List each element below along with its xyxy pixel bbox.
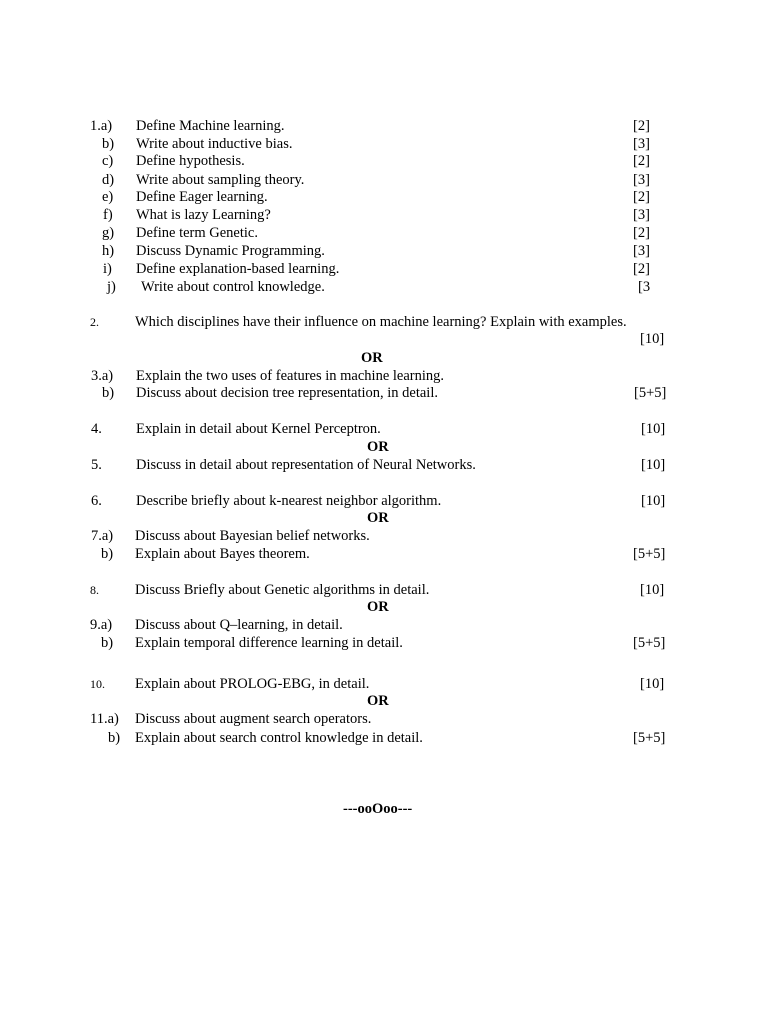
- question-marks: [5+5]: [633, 635, 666, 651]
- question-number: b): [101, 546, 114, 562]
- question-text: Define explanation-based learning.: [136, 261, 340, 277]
- question-marks: [3: [638, 279, 651, 295]
- question-marks: [10]: [640, 676, 665, 692]
- question-text: Explain about Bayes theorem.: [135, 546, 310, 562]
- question-number: b): [102, 136, 115, 152]
- question-number: e): [102, 189, 114, 205]
- question-text: Discuss about decision tree representation, in detail.: [136, 385, 438, 401]
- question-number: 11.a): [90, 711, 119, 727]
- or-label: OR: [367, 439, 389, 455]
- question-number: h): [102, 243, 115, 259]
- question-text: Describe briefly about k-nearest neighbor algorithm.: [136, 493, 442, 509]
- question-number: 9.a): [90, 617, 113, 633]
- question-marks: [10]: [640, 582, 665, 598]
- question-text: Define Eager learning.: [136, 189, 268, 205]
- question-text: Explain the two uses of features in machine learning.: [136, 368, 445, 384]
- question-marks: [3]: [633, 136, 650, 152]
- question-marks: [2]: [633, 225, 650, 241]
- question-text: Write about sampling theory.: [136, 172, 305, 188]
- question-marks: [10]: [641, 457, 666, 473]
- question-text: Discuss Briefly about Genetic algorithms in detail.: [135, 582, 430, 598]
- question-marks: [10]: [641, 421, 666, 437]
- question-text: Which disciplines have their influence on machine learning? Explain with examples.: [135, 314, 627, 330]
- question-marks: [5+5]: [634, 385, 667, 401]
- question-marks: [2]: [633, 261, 650, 277]
- question-marks: [5+5]: [633, 730, 666, 746]
- question-number: 4.: [91, 421, 102, 437]
- question-text: Write about control knowledge.: [141, 279, 325, 295]
- question-marks: [2]: [633, 189, 650, 205]
- question-number: 5.: [91, 457, 102, 473]
- question-number: 7.a): [91, 528, 114, 544]
- question-marks: [10]: [640, 331, 665, 347]
- question-text: Define hypothesis.: [136, 153, 245, 169]
- or-label: OR: [367, 510, 389, 526]
- question-number: g): [102, 225, 115, 241]
- question-number: b): [102, 385, 115, 401]
- question-text: Discuss about Bayesian belief networks.: [135, 528, 370, 544]
- or-label: OR: [361, 350, 383, 366]
- question-text: Explain in detail about Kernel Perceptron.: [136, 421, 381, 437]
- question-text: What is lazy Learning?: [136, 207, 271, 223]
- question-number: 2.: [90, 315, 99, 329]
- question-number: f): [103, 207, 113, 223]
- question-number: j): [107, 279, 116, 295]
- or-label: OR: [367, 693, 389, 709]
- or-label: OR: [367, 599, 389, 615]
- question-text: Explain about PROLOG-EBG, in detail.: [135, 676, 370, 692]
- question-number: 1.a): [90, 118, 113, 134]
- question-number: i): [103, 261, 112, 277]
- question-marks: [2]: [633, 153, 650, 169]
- question-text: Define Machine learning.: [136, 118, 285, 134]
- end-mark-text: ---ooOoo---: [343, 801, 413, 817]
- question-number: 6.: [91, 493, 102, 509]
- question-number: b): [108, 730, 121, 746]
- question-text: Explain temporal difference learning in detail.: [135, 635, 403, 651]
- question-number: c): [102, 153, 114, 169]
- question-marks: [3]: [633, 172, 650, 188]
- question-number: b): [101, 635, 114, 651]
- question-marks: [3]: [633, 243, 650, 259]
- question-text: Discuss about Q–learning, in detail.: [135, 617, 343, 633]
- question-marks: [5+5]: [633, 546, 666, 562]
- question-number: 10.: [90, 677, 105, 691]
- question-text: Define term Genetic.: [136, 225, 258, 241]
- question-text: Explain about search control knowledge in detail.: [135, 730, 423, 746]
- question-number: 8.: [90, 583, 99, 597]
- question-marks: [3]: [633, 207, 650, 223]
- question-text: Discuss Dynamic Programming.: [136, 243, 325, 259]
- question-text: Discuss about augment search operators.: [135, 711, 372, 727]
- question-text: Write about inductive bias.: [136, 136, 293, 152]
- question-marks: [10]: [641, 493, 666, 509]
- question-marks: [2]: [633, 118, 650, 134]
- question-number: d): [102, 172, 115, 188]
- question-text: Discuss in detail about representation of Neural Networks.: [136, 457, 476, 473]
- question-number: 3.a): [91, 368, 114, 384]
